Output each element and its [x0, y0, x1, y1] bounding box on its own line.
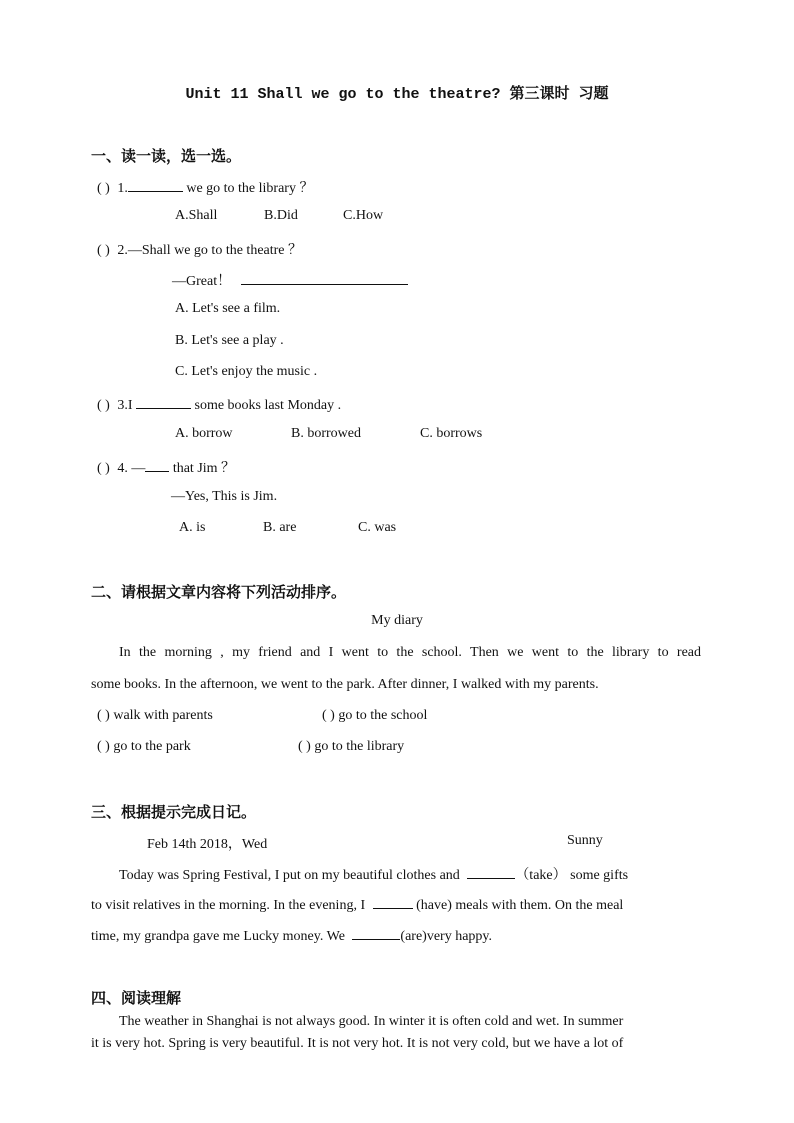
diary-line-2: some books. In the afternoon, we went to the park. After dinner, I walked with my parents.: [91, 677, 599, 692]
hint-text: (have) meals with them. On the meal: [416, 898, 624, 913]
diary-date: Feb 14th 2018，Wed: [147, 837, 268, 852]
reading-line-1: The weather in Shanghai is not always good. In winter it is often cold and wet. In summer: [119, 1014, 624, 1029]
answer-blank[interactable]: [467, 865, 515, 879]
question-number: 3.I: [117, 398, 133, 413]
q3-option-b: B. borrowed: [291, 426, 361, 441]
question-number: 2.: [117, 243, 128, 258]
answer-blank[interactable]: [136, 395, 191, 409]
sentence-text: time, my grandpa gave me Lucky money. We: [91, 929, 345, 944]
answer-paren[interactable]: ( ): [97, 708, 110, 723]
hint-text: （take） some gifts: [515, 868, 629, 883]
q2-option-c: C. Let's enjoy the music .: [175, 364, 318, 379]
sentence-text: to visit relatives in the morning. In the evening, I: [91, 898, 366, 913]
order-item-2: [322, 708, 427, 724]
answer-blank[interactable]: [241, 271, 408, 285]
q4: [97, 457, 235, 477]
diary-paragraph: [91, 645, 701, 661]
q2-line2: [172, 270, 408, 290]
section-4-heading: 四、阅读理解: [91, 991, 182, 1007]
response-text: —Great！: [172, 274, 232, 289]
answer-blank[interactable]: [128, 178, 183, 192]
q4-line2: —Yes, This is Jim.: [171, 489, 278, 504]
q4-option-c: C. was: [358, 520, 397, 535]
section-1-heading: 一、读一读，选一选。: [91, 149, 242, 165]
question-text: we go to the library ？: [182, 181, 314, 196]
answer-paren[interactable]: ( ): [97, 243, 110, 258]
answer-paren[interactable]: ( ): [97, 739, 110, 754]
answer-paren[interactable]: ( ): [322, 708, 335, 723]
question-number: 4. —: [117, 461, 146, 476]
q1: [97, 177, 313, 197]
hint-text: (are)very happy.: [400, 929, 493, 944]
order-item-text: go to the school: [338, 708, 428, 723]
section-3-heading: 三、根据提示完成日记。: [91, 805, 257, 821]
q1-option-a: A.Shall: [175, 208, 218, 223]
answer-blank[interactable]: [145, 458, 169, 472]
order-item-text: walk with parents: [113, 708, 213, 723]
q1-option-c: C.How: [343, 208, 384, 223]
order-item-text: go to the library: [314, 739, 405, 754]
diary-sentence-3: [91, 926, 492, 945]
q2-option-b: B. Let's see a play .: [175, 333, 284, 348]
question-text: —Shall we go to the theatre ？: [127, 243, 303, 258]
answer-blank[interactable]: [352, 926, 400, 940]
q3: [97, 395, 341, 414]
q1-option-b: B.Did: [264, 208, 298, 223]
diary-sentence-2: [91, 895, 623, 914]
sentence-text: Today was Spring Festival, I put on my beautiful clothes and: [119, 868, 460, 883]
diary-line-1: In the morning , my friend and I went to the school. Then we went to the library to read: [119, 645, 701, 660]
diary-sentence-1: [119, 864, 628, 884]
question-number: 1.: [117, 181, 128, 196]
answer-paren[interactable]: ( ): [298, 739, 311, 754]
answer-blank[interactable]: [373, 895, 413, 909]
reading-line-2: it is very hot. Spring is very beautiful. It is not very hot. It is not very cold, but we have a lot of: [91, 1036, 624, 1051]
diary-weather: Sunny: [567, 833, 603, 848]
q2: [97, 239, 302, 259]
question-text: some books last Monday .: [191, 398, 342, 413]
order-item-1: [97, 708, 213, 724]
q3-option-c: C. borrows: [420, 426, 483, 441]
answer-paren[interactable]: ( ): [97, 398, 110, 413]
q4-option-b: B. are: [263, 520, 297, 535]
order-item-3: [97, 739, 191, 755]
section-2-heading: 二、请根据文章内容将下列活动排序。: [91, 585, 347, 601]
order-item-text: go to the park: [113, 739, 191, 754]
q2-option-a: A. Let's see a film.: [175, 301, 281, 316]
question-text: that Jim ？: [169, 461, 236, 476]
diary-title: My diary: [371, 613, 423, 628]
answer-paren[interactable]: ( ): [97, 181, 110, 196]
q4-option-a: A. is: [179, 520, 206, 535]
page-title: Unit 11 Shall we go to the theatre? 第三课时 习题: [185, 86, 609, 103]
answer-paren[interactable]: ( ): [97, 461, 110, 476]
order-item-4: [298, 739, 404, 755]
q3-option-a: A. borrow: [175, 426, 233, 441]
